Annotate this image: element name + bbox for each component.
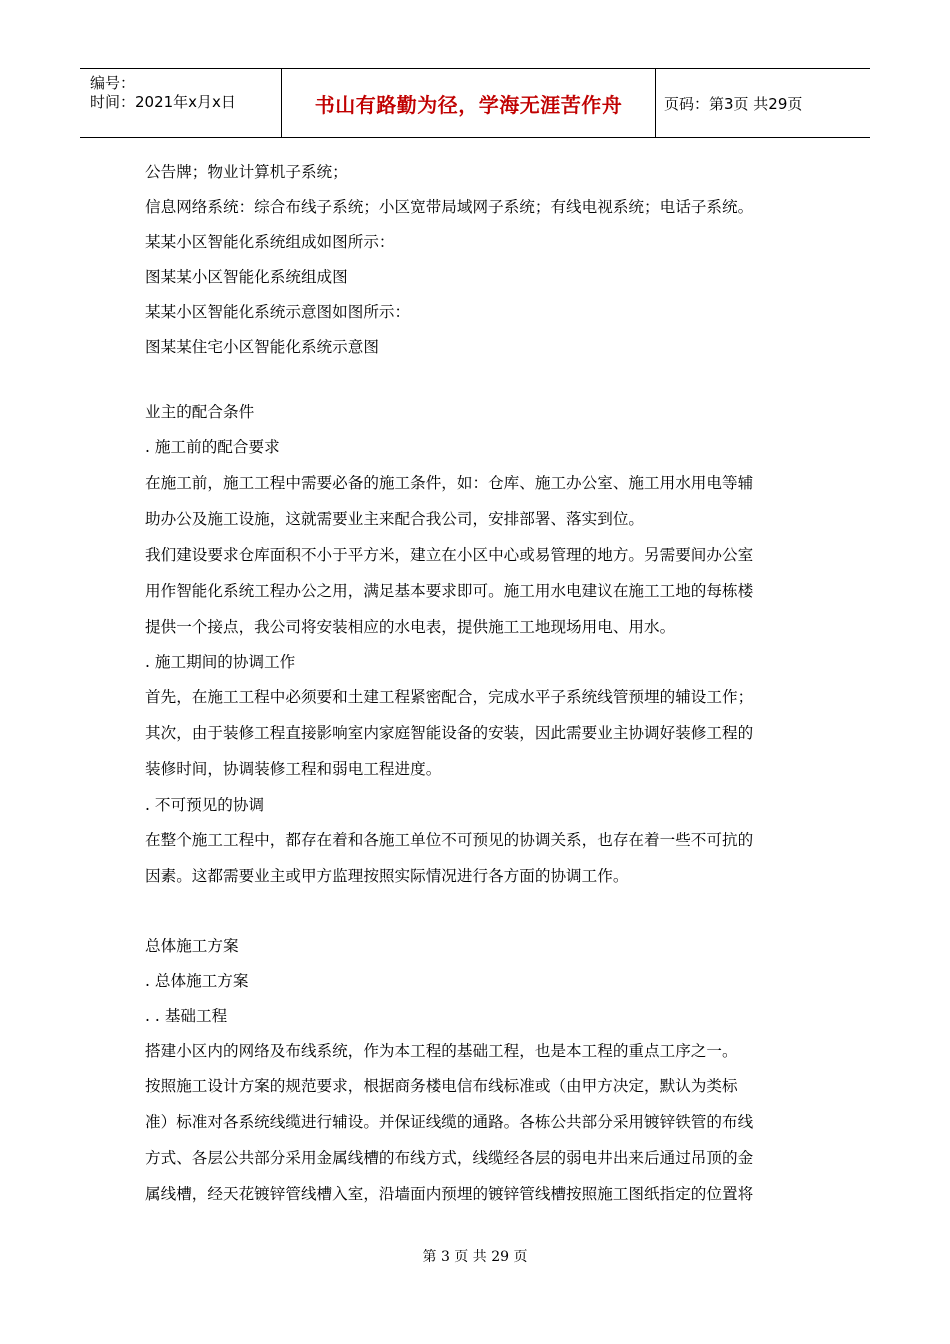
number-label: 编号：: [90, 74, 136, 92]
text-line: 首先，在施工工程中必须要和土建工程紧密配合，完成水平子系统线管预埋的辅设工作；: [145, 688, 754, 706]
header-meta: [80, 69, 280, 137]
text-line: 助办公及施工设施，这就需要业主来配合我公司，安排部署、落实到位。: [145, 510, 645, 528]
header-motto: 书山有路勤为径，学海无涯苦作舟: [314, 92, 623, 117]
text-line: 其次，由于装修工程直接影响室内家庭智能设备的安装，因此需要业主协调好装修工程的: [145, 724, 754, 742]
text-line: 方式、各层公共部分采用金属线槽的布线方式，线缆经各层的弱电井出来后通过吊顶的金: [145, 1149, 754, 1167]
section-heading: 业主的配合条件: [145, 403, 255, 421]
time-label: 时间：2021年x月x日: [90, 93, 236, 111]
text-line: 某某小区智能化系统示意图如图所示：: [145, 303, 411, 321]
subsection-heading: . 总体施工方案: [145, 972, 249, 990]
page-footer: 第 3 页 共 29 页: [422, 1249, 528, 1265]
text-line: 准）标准对各系统线缆进行辅设。并保证线缆的通路。各栋公共部分采用镀锌铁管的布线: [145, 1113, 754, 1131]
text-line: 搭建小区内的网络及布线系统，作为本工程的基础工程，也是本工程的重点工序之一。: [145, 1042, 738, 1060]
text-line: 在施工前，施工工程中需要必备的施工条件，如：仓库、施工办公室、施工用水用电等辅: [145, 474, 754, 492]
subsection-heading: . 施工前的配合要求: [145, 438, 280, 456]
text-line: 在整个施工工程中，都存在着和各施工单位不可预见的协调关系，也存在着一些不可抗的: [145, 831, 754, 849]
header-motto-cell: [281, 69, 656, 137]
subsection-heading: . 施工期间的协调工作: [145, 653, 296, 671]
text-line: 提供一个接点，我公司将安装相应的水电表，提供施工工地现场用电、用水。: [145, 618, 676, 636]
section-heading: 总体施工方案: [145, 937, 239, 955]
subsection-heading: . 不可预见的协调: [145, 796, 265, 814]
text-line: 图某某小区智能化系统组成图: [145, 268, 348, 286]
text-line: 按照施工设计方案的规范要求，根据商务楼电信布线标准或（由甲方决定，默认为类标: [145, 1077, 738, 1095]
text-line: 某某小区智能化系统组成如图所示：: [145, 233, 395, 251]
text-line: 因素。这都需要业主或甲方监理按照实际情况进行各方面的协调工作。: [145, 867, 629, 885]
text-line: 属线槽，经天花镀锌管线槽入室，沿墙面内预埋的镀锌管线槽按照施工图纸指定的位置将: [145, 1185, 754, 1203]
text-line: 图某某住宅小区智能化系统示意图: [145, 338, 379, 356]
text-line: 装修时间，协调装修工程和弱电工程进度。: [145, 760, 442, 778]
page-header: [80, 68, 870, 138]
header-page-info: 页码：第3页 共29页: [664, 94, 803, 113]
subsection-heading: . . 基础工程: [145, 1007, 228, 1025]
text-line: 我们建设要求仓库面积不小于平方米，建立在小区中心或易管理的地方。另需要间办公室: [145, 546, 754, 564]
text-line: 用作智能化系统工程办公之用，满足基本要求即可。施工用水电建议在施工工地的每栋楼: [145, 582, 754, 600]
text-line: 信息网络系统：综合布线子系统；小区宽带局域网子系统；有线电视系统；电话子系统。: [145, 198, 754, 216]
text-line: 公告牌；物业计算机子系统；: [145, 163, 348, 181]
